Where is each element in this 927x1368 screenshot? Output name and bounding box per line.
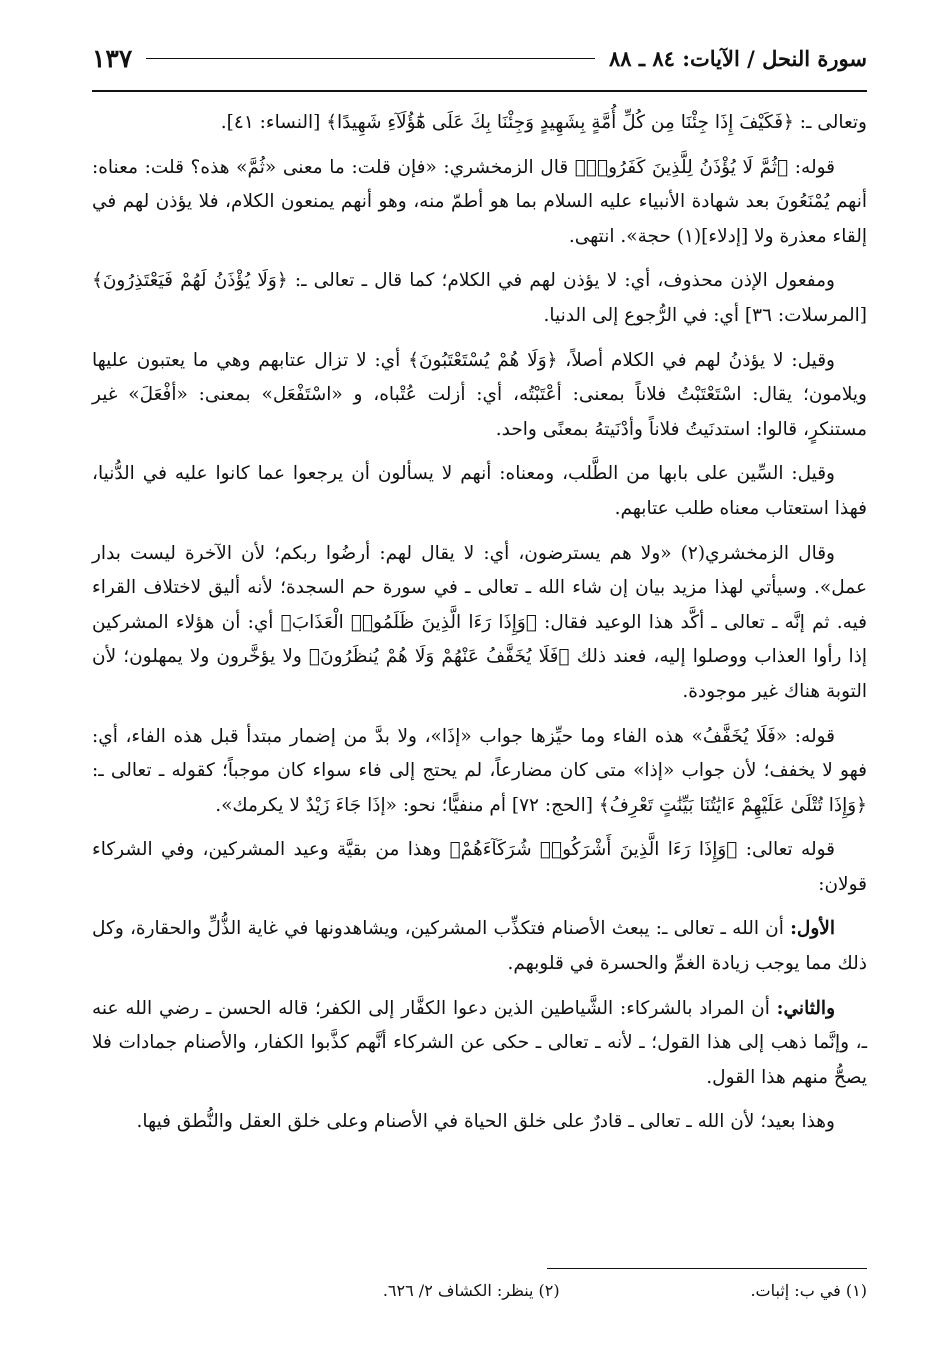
paragraph: وقيل: السِّين على بابها من الطَّلب، ومعناه: أنهم لا يسألون أن يرجعوا عما كانوا عليه في الدُّنيا، فهذا استعتاب معناه طلب عتابهم. — [92, 463, 867, 519]
opinion-first-text: أن الله ـ تعالى ـ: يبعث الأصنام فتكذِّب المشركين، ويشاهدونها في غاية الذُّلِّ والحقارة، وكل ذلك مما يوجب زيادة الغمِّ والحسرة في قلوبهم. — [92, 918, 867, 975]
footnotes — [92, 1268, 867, 1303]
footnote-1: (١) في ب: إثبات. — [750, 1281, 867, 1300]
page-number: ١٣٧ — [92, 43, 133, 73]
opinion-first-label: الأول: — [790, 918, 835, 940]
opinion-second-text: أن المراد بالشركاء: الشَّياطين الذين دعوا الكفَّار إلى الكفر؛ قاله الحسن ـ رضي الله عنه ـ، وإنَّما ذهب إلى هذا القول؛ ـ لأنه ـ تعالى ـ حكى عن الشركاء أنَّهم كذَّبوا الكفار، والأصنام جمادات فلا يصحُّ منهم هذا القول. — [92, 997, 867, 1088]
paragraph: قوله: ﴿ثُمَّ لَا يُؤْذَنُ لِلَّذِينَ كَفَرُوا۟﴾ قال الزمخشري: «فإن قلت: ما معنى «ثُمَّ» هذه؟ قلت: معناه: أنهم يُمْنَعُونَ بعد شهادة الأنبياء عليه السلام بما هو أطمّ منه، وهو أنهم يمنعون الكلام، فلا يؤذن لهم في إلقاء معذرة ولا [إدلاء](١) حجة». انتهى. — [92, 156, 867, 247]
page-header — [92, 38, 867, 78]
closing-paragraph: وهذا بعيد؛ لأن الله ـ تعالى ـ قادرٌ على خلق الحياة في الأصنام وعلى خلق العقل والنُّطق فيها. — [136, 1111, 835, 1133]
paragraph: ومفعول الإذن محذوف، أي: لا يؤذن لهم في الكلام؛ كما قال ـ تعالى ـ: ﴿وَلَا يُؤْذَنُ لَهُمْ فَيَعْتَذِرُونَ﴾ [المرسلات: ٣٦] أي: في الرُّجوع إلى الدنيا. — [92, 270, 867, 326]
header-rule — [146, 58, 595, 59]
footnote-rule — [547, 1268, 867, 1269]
opinion-first — [92, 912, 867, 981]
opinion-second — [92, 992, 867, 1096]
footnote-2: (٢) ينظر: الكشاف ٢/ ٦٢٦. — [382, 1281, 560, 1300]
paragraph: وقيل: لا يؤذنُ لهم في الكلام أصلاً، ﴿وَلَا هُمْ يُسْتَعْتَبُونَ﴾ أي: لا تزال عتابهم وهي ما يعتبون عليها ويلامون؛ يقال: اسْتَعْتَبْتُ فلاناً بمعنى: أعْتَبْتُه، أي: أزلت عُتْباه، و «اسْتَفْعَل» بمعنى: «أفْعَلَ» غير مستنكرٍ، قالوا: استدنَيتُ فلاناً وأدْنَيتهُ بمعنًى واحد. — [92, 349, 867, 440]
opinion-second-label: والثاني: — [776, 997, 835, 1019]
running-title: سورة النحل / الآيات: ٨٤ ـ ٨٨ — [608, 45, 867, 71]
footnote-spacer — [92, 1279, 192, 1303]
footnote-row — [92, 1279, 867, 1303]
paragraph: وتعالى ـ: ﴿فَكَيْفَ إِذَا جِئْنَا مِن كُلِّ أُمَّةٍ بِشَهِيدٍ وَجِئْنَا بِكَ عَلَى هَٰٓؤُلَآءِ شَهِيدًا﴾ [النساء: ٤١]. — [220, 112, 867, 133]
paragraph: قوله تعالى: ﴿وَإِذَا رَءَا الَّذِينَ أَشْرَكُوا۟ شُرَكَآءَهُمْ﴾ وهذا من بقيَّة وعيد المشركين، وفي الشركاء قولان: — [92, 839, 867, 895]
paragraph: قوله: «فَلَا يُخَفَّفُ» هذه الفاء وما حيِّزها جواب «إذَا»، ولا بدَّ من إضمار مبتدأ قبل هذه الفاء، أي: فهو لا يخفف؛ لأن جواب «إذا» متى كان مضارعاً، لم يحتج إلى فاء سواء كان موجباً؛ كقوله ـ تعالى ـ: ﴿وَإِذَا تُتْلَىٰ عَلَيْهِمْ ءَايَٰتُنَا بَيِّنَٰتٍ تَعْرِفُ﴾ [الحج: ٧٢] أم منفيًّا؛ نحو: «إذَا جَاءَ زَيْدٌ لا يكرمك». — [92, 725, 867, 816]
header-divider — [92, 90, 867, 92]
paragraph: وقال الزمخشري(٢) «ولا هم يسترضون، أي: لا يقال لهم: أرضُوا ربكم؛ لأن الآخرة ليست بدار عمل». وسيأتي لهذا مزيد بيان إن شاء الله ـ تعالى ـ في سورة حم السجدة؛ لأنه أليق لاختلاف القراء فيه. ثم إنَّه ـ تعالى ـ أكَّد هذا الوعيد فقال: ﴿وَإِذَا رَءَا الَّذِينَ ظَلَمُوا۟ الْعَذَابَ﴾ أي: أن هؤلاء المشركين إذا رأوا العذاب ووصلوا إليه، فعند ذلك ﴿فَلَا يُخَفَّفُ عَنْهُمْ وَلَا هُمْ يُنظَرُونَ﴾ ولا يؤخَّرون ولا يمهلون؛ لأن التوبة هناك غير موجودة. — [92, 542, 867, 702]
main-text — [92, 106, 867, 1150]
